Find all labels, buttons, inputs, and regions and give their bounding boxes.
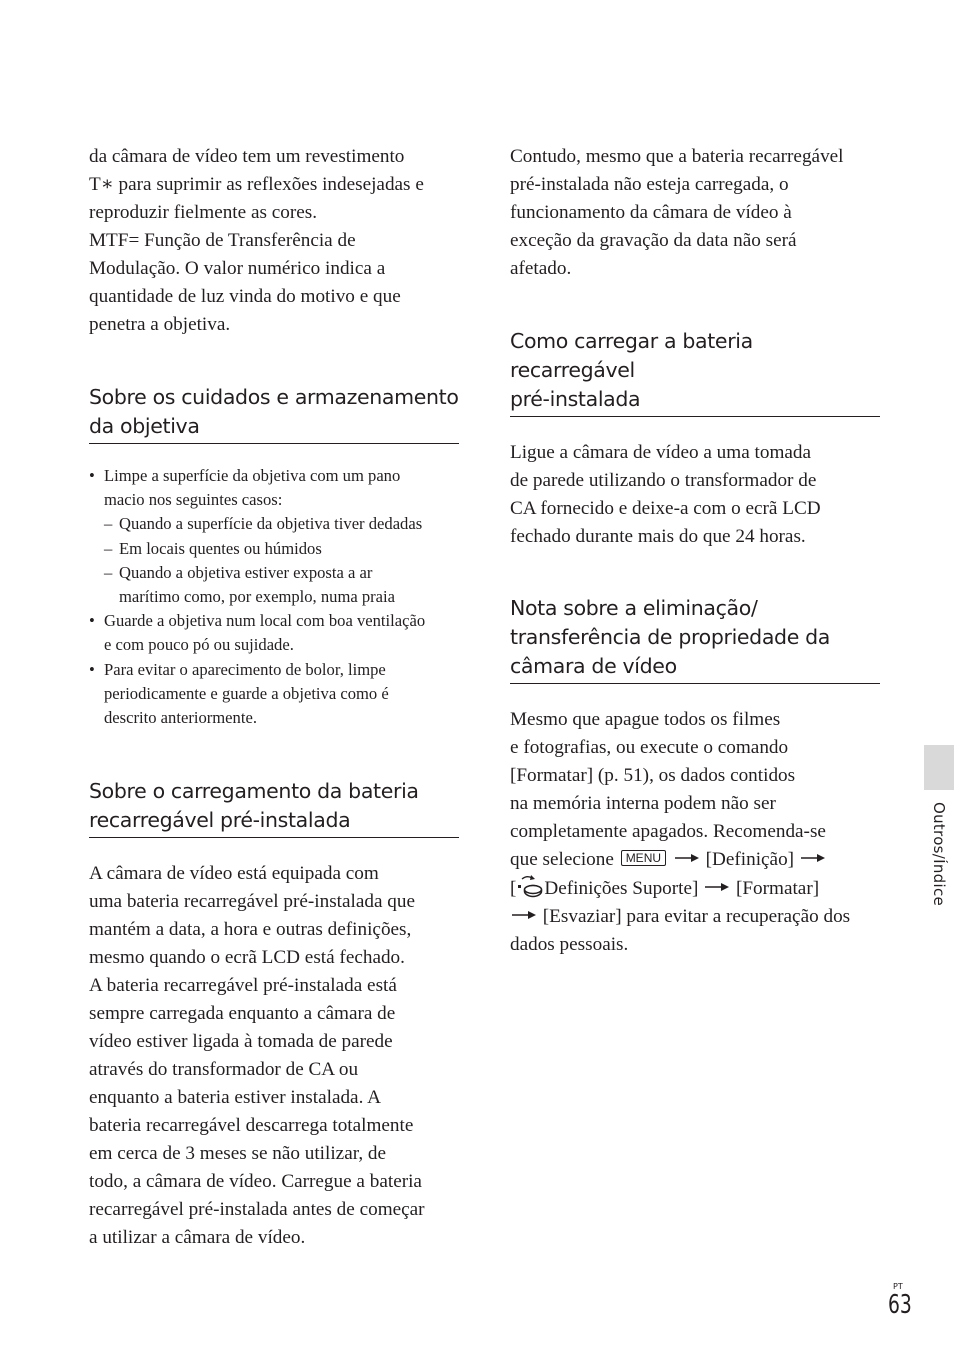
text-line: Modulação. O valor numérico indica a [89, 258, 386, 279]
sub-list-item: – Quando a superfície da objetiva tiver dedadas [104, 512, 459, 536]
arrow-right-icon [705, 882, 729, 892]
menu-button-icon: MENU [621, 850, 666, 866]
media-settings-icon [517, 874, 543, 898]
sub-list-item: – Em locais quentes ou húmidos [104, 537, 459, 561]
text-line: exceção da gravação da data não será [510, 230, 797, 251]
battery-paragraph [89, 860, 459, 1252]
how-to-charge-paragraph [510, 439, 880, 551]
text-line: sempre carregada enquanto a câmara de [89, 1003, 396, 1025]
text-line: MTF= Função de Transferência de [89, 230, 356, 251]
text-line: na memória interna podem não ser [510, 793, 776, 814]
text-line: vídeo estiver ligada à tomada de parede [89, 1031, 393, 1053]
text-line: que selecione [510, 849, 614, 870]
section-heading-disposal: Nota sobre a eliminação/ transferência de propriedade da câmara de vídeo [510, 594, 880, 684]
text-line: [Formatar] (p. 51), os dados contidos [510, 765, 796, 786]
section-heading-battery-charging: Sobre o carregamento da bateria recarregável pré-instalada [89, 777, 459, 838]
text-line: A bateria recarregável pré-instalada está [89, 975, 397, 997]
text-line: completamente apagados. Recomenda-se [510, 821, 826, 842]
page-language-code: PT [893, 1282, 903, 1291]
list-item: • Guarde a objetiva num local com boa ventilação e com pouco pó ou sujidade. [89, 611, 426, 655]
list-item: • Para evitar o aparecimento de bolor, limpe periodicamente e guarde a objetiva como é descrito anteriormente. [89, 659, 389, 728]
lens-care-list [89, 464, 459, 730]
menu-path-empty: [Esvaziar] para evitar a recuperação dos [542, 906, 851, 927]
arrow-right-icon [675, 853, 699, 863]
text-line: penetra a objetiva. [89, 314, 231, 335]
text-line: a utilizar a câmara de vídeo. [89, 1227, 306, 1249]
dash-icon: – [104, 562, 113, 582]
text-line: recarregável pré-instalada antes de começar [89, 1199, 425, 1221]
text-line: A câmara de vídeo está equipada com [89, 863, 379, 885]
menu-path-format: [Formatar] [735, 878, 820, 899]
text-line: afetado. [510, 258, 572, 279]
text-line: funcionamento da câmara de vídeo à [510, 202, 792, 223]
text-line: Contudo, mesmo que a bateria recarregável [510, 146, 844, 167]
text-line: CA fornecido e deixe-a com o ecrã LCD [510, 498, 821, 519]
list-item: • Limpe a superfície da objetiva com um pano macio nos seguintes casos: – Quando a superfície da objetiva tiver dedadas – Em locais quentes ou húmidos – Quando a objetiva estiver exposta a ar marítimo como, por exemplo, numa praia [89, 464, 459, 609]
text-line: da câmara de vídeo tem um revestimento [89, 146, 405, 167]
text-line: Mesmo que apague todos os filmes [510, 709, 781, 730]
text-line: e fotografias, ou execute o comando [510, 737, 789, 758]
text-line: todo, a câmara de vídeo. Carregue a bateria [89, 1171, 422, 1193]
section-heading-lens-care: Sobre os cuidados e armazenamento da objetiva [89, 383, 459, 444]
text-line: de parede utilizando o transformador de [510, 470, 817, 491]
text-line: fechado durante mais do que 24 horas. [510, 526, 806, 547]
sub-list-item: – Quando a objetiva estiver exposta a ar marítimo como, por exemplo, numa praia [104, 562, 396, 607]
dash-icon: – [104, 514, 113, 534]
menu-path-media-settings: Definições Suporte] [544, 878, 699, 899]
bullet-icon: • [89, 466, 95, 485]
text-line: reproduzir fielmente as cores. [89, 202, 318, 223]
arrow-right-icon [512, 910, 536, 920]
section-heading-how-to-charge: Como carregar a bateria recarregável pré-instalada [510, 327, 880, 417]
text-line: mesmo quando o ecrã LCD está fechado. [89, 947, 405, 969]
text-line: pré-instalada não esteja carregada, o [510, 174, 789, 195]
chapter-tab-marker [924, 745, 954, 790]
menu-path-definicao: [Definição] [705, 849, 795, 870]
text-line: uma bateria recarregável pré-instalada que [89, 891, 415, 913]
sub-list [104, 512, 459, 609]
disposal-paragraph: Mesmo que apague todos os filmes e fotografias, ou execute o comando [Formatar] (p. 51), os dados contidos na memória interna podem não ser completamente apagados. Recomenda-se que selecione MENU [Definição] [ Definições Suporte] [Formatar] [Esvaziar] para evitar a recuperação dos dados pessoais. [510, 709, 851, 955]
right-column [510, 143, 880, 959]
arrow-right-icon [801, 853, 825, 863]
bullet-icon: • [89, 611, 95, 631]
page-number: 63 [888, 1290, 912, 1320]
text-line: em cerca de 3 meses se não utilizar, de [89, 1143, 387, 1165]
text-line: bateria recarregável descarrega totalmente [89, 1115, 414, 1137]
text-line: enquanto a bateria estiver instalada. A [89, 1087, 381, 1109]
chapter-tab-label: Outros/Índice [930, 801, 948, 907]
text-line: através do transformador de CA ou [89, 1059, 359, 1081]
text-line: T∗ para suprimir as reflexões indesejadas e [89, 174, 424, 195]
text-line: quantidade de luz vinda do motivo e que [89, 286, 401, 307]
left-column [89, 143, 459, 1252]
bullet-icon: • [89, 659, 95, 679]
continuation-paragraph [510, 143, 880, 283]
text-line: mantém a data, a hora e outras definições, [89, 919, 412, 941]
text-line: Ligue a câmara de vídeo a uma tomada [510, 442, 811, 463]
intro-paragraph [89, 143, 459, 339]
text-line: dados pessoais. [510, 934, 629, 955]
dash-icon: – [104, 538, 113, 558]
